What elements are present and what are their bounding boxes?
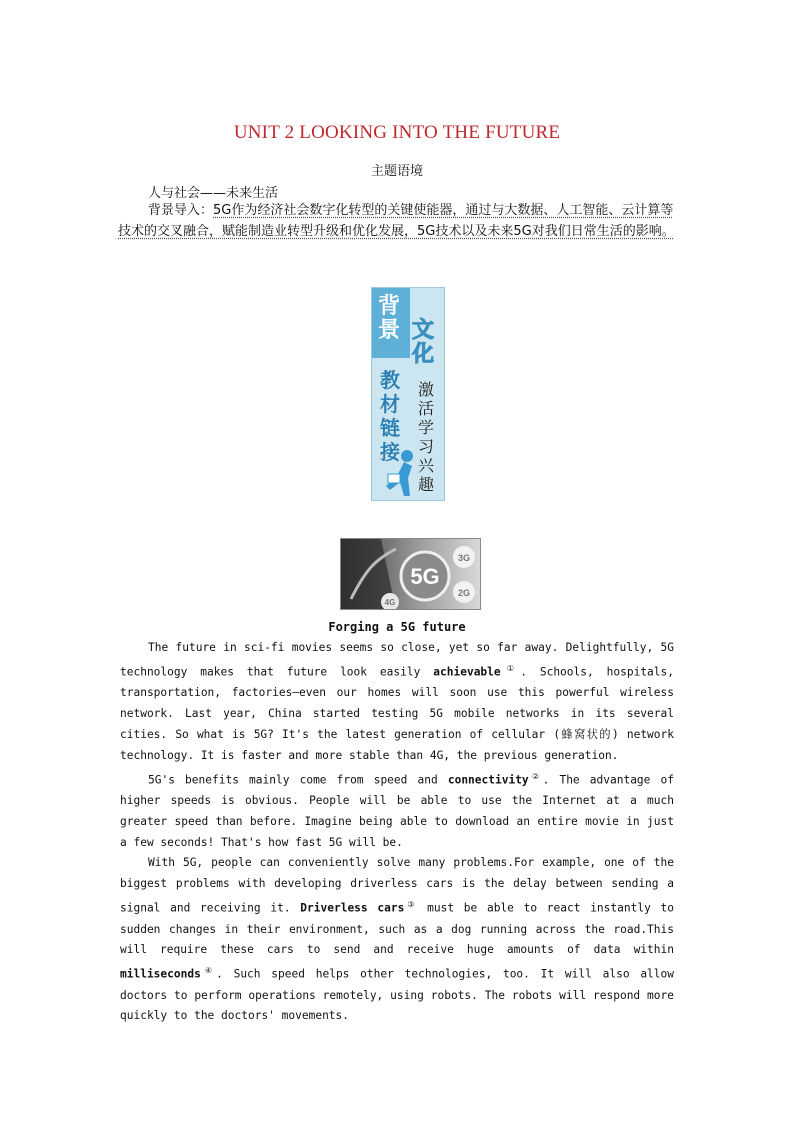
vocab-milliseconds: milliseconds [120, 967, 201, 981]
culture-banner-image [371, 287, 445, 501]
5g-label: 5G [410, 564, 440, 589]
4g-label: 4G [384, 598, 396, 607]
article-title: Forging a 5G future [328, 620, 466, 634]
banner-top-right: 文化 [412, 317, 435, 367]
reading-figure-icon [382, 448, 416, 498]
background-intro-label: 背景导入： [148, 203, 214, 218]
2g-label: 2G [457, 588, 471, 598]
vocab-driverless-cars: Driverless cars [300, 901, 405, 915]
theme-line: 人与社会——未来生活 [148, 186, 279, 201]
section-label: 主题语境 [370, 164, 423, 179]
3g-label: 3G [457, 553, 471, 563]
vocab-connectivity: connectivity [447, 773, 529, 787]
vocab-achievable: achievable [433, 665, 501, 679]
banner-left-vertical: 教材链接 [380, 368, 400, 464]
article-paragraph-3: With 5G, people can conveniently solve many problems.For example, one of the biggest problems with developing driverless cars is the delay between sending a signal and receiving it. Driverless cars③ must be able to react instantly to sudden changes in their environment, such as a dog running across the road.This will require these cars to send and receive huge amounts of data within milliseconds④. Such speed helps other technologies, too. It will also allow doctors to perform operations remotely, using robots. The robots will respond more quickly to the doctors' movements. [120, 856, 675, 1023]
article-paragraph-1: The future in sci-fi movies seems so close, yet so far away. Delightfully, 5G technology makes that future look easily achievable①. Schools, hospitals, transportation, factories—even our homes will soon use this powerful wireless network. Last year, China started testing 5G mobile networks in its several cities. So what is 5G? It's the latest generation of cellular (蜂窝状的) network technology. It is faster and more stable than 4G, the previous generation. [120, 641, 675, 762]
banner-top-left: 背景 [378, 293, 401, 343]
article-paragraph-2: 5G's benefits mainly come from speed and connectivity②. The advantage of higher speeds is obvious. People will be able to use the Internet at a much greater speed than before. Imagine being able to download an entire movie in just a few seconds! That's how fast 5G will be. [120, 771, 674, 849]
article-body [120, 638, 674, 1027]
5g-network-photo [340, 538, 481, 610]
background-intro-text: 5G作为经济社会数字化转型的关键使能器，通过与大数据、人工智能、云计算等技术的交叉融合，赋能制造业转型升级和优化发展，5G技术以及未来5G对我们日常生活的影响。 [118, 203, 675, 239]
background-intro [118, 200, 678, 242]
unit-title: UNIT 2 LOOKING INTO THE FUTURE [233, 122, 561, 143]
banner-right-vertical: 激活学习兴趣 [417, 380, 434, 494]
